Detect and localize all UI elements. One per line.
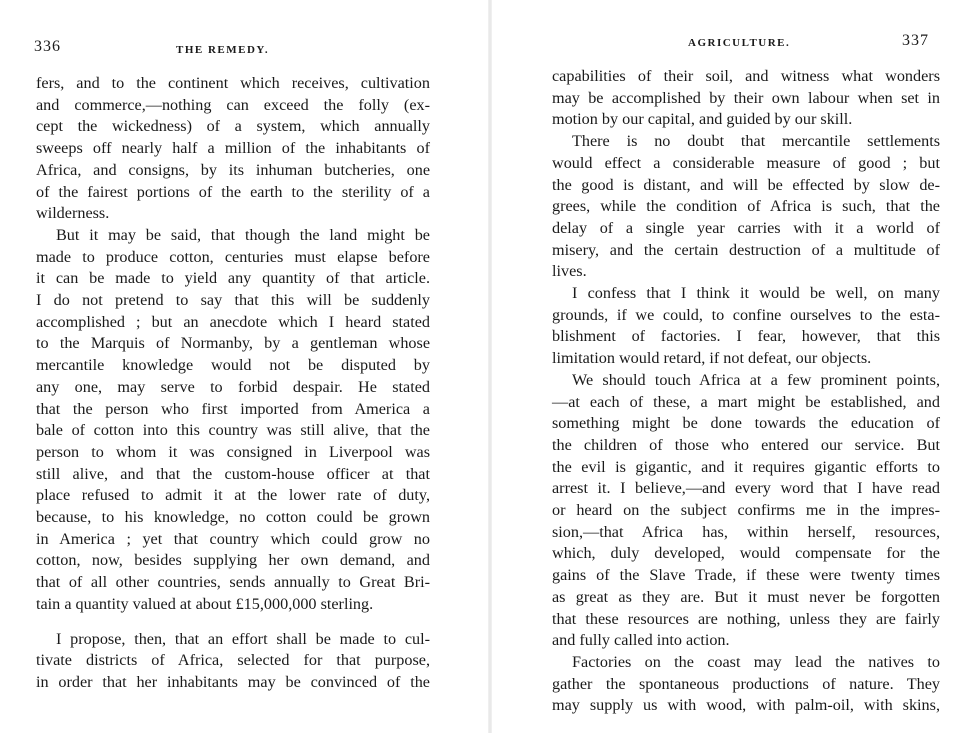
text-line: motion by our capital, and guided by our skill. [552, 110, 853, 129]
text-line: bale of cotton into this country was still alive, that the [36, 421, 430, 440]
text-line: in America ; yet that country which could grow no [36, 529, 430, 548]
right-body-text [552, 66, 940, 717]
text-line: sweeps off nearly half a million of the inhabitants of [36, 139, 430, 158]
text-line: I propose, then, that an effort shall be made to cul- [56, 629, 430, 648]
text-line: tain a quantity valued at about £15,000,000 sterling. [36, 594, 374, 613]
text-line: I do not pretend to say that this will be suddenly [36, 291, 430, 310]
text-line: —at each of these, a mart might be established, and [552, 392, 940, 411]
text-line: capabilities of their soil, and witness what wonders [552, 67, 940, 85]
text-line: because, to his knowledge, no cotton could be grown [36, 508, 430, 527]
text-line: delay of a single year carries with it a world of [552, 218, 940, 237]
text-line: blishment of factories. I fear, however, that this [552, 327, 940, 346]
text-line: and fully called into action. [552, 631, 730, 650]
text-line: cept the wickedness) of a system, which annually [36, 117, 430, 136]
page-number: 337 [902, 32, 929, 49]
text-line: fers, and to the continent which receives, cultivation [36, 74, 430, 92]
text-line: lives. [552, 262, 587, 281]
text-line: mercantile knowledge would not be disputed by [36, 356, 430, 375]
text-line: and commerce,—nothing can exceed the folly (ex- [36, 95, 430, 114]
text-line: misery, and the certain destruction of a multitude of [552, 240, 940, 259]
text-line: that of all other countries, sends annually to Great Bri- [36, 573, 430, 592]
text-line: cotton, now, besides supplying her own demand, and [36, 551, 430, 570]
text-line: the good is distant, and will be effected by slow de- [552, 175, 940, 194]
text-line: person to whom it was consigned in Liverpool was [36, 442, 430, 461]
text-line: any one, may serve to forbid despair. He stated [36, 377, 430, 396]
paragraph [552, 283, 940, 370]
paragraph [552, 131, 940, 283]
text-line: of the fairest portions of the earth to the sterility of a [36, 182, 430, 201]
text-line: Africa, and consigns, by its inhuman butcheries, one [36, 160, 430, 179]
text-line: may be accomplished by their own labour when set in [552, 88, 940, 107]
text-line: limitation would retard, if not defeat, our objects. [552, 349, 872, 368]
text-line: the evil is gigantic, and it requires gigantic efforts to [552, 457, 940, 476]
text-line: accomplished ; but an anecdote which I heard stated [36, 312, 430, 331]
text-line: I confess that I think it would be well, on many [572, 284, 940, 303]
text-line: gather the spontaneous productions of nature. They [552, 674, 940, 693]
text-line: There is no doubt that mercantile settlements [572, 132, 940, 151]
paragraph [36, 73, 430, 225]
text-line: grounds, if we could, to confine ourselves to the esta- [552, 305, 940, 324]
page-number: 336 [34, 38, 61, 55]
text-line: place refused to admit it at the lower rate of duty, [36, 486, 430, 505]
paragraph [36, 225, 430, 616]
paragraph [552, 66, 940, 131]
text-line: that these resources are nothing, unless they are fairly [552, 609, 940, 628]
text-line: it can be made to yield any quantity of that article. [36, 269, 430, 288]
text-line: gains of the Slave Trade, if these were twenty times [552, 566, 940, 585]
text-line: would effect a considerable measure of good ; but [552, 153, 940, 172]
text-line: grees, while the condition of Africa is such, that the [552, 197, 940, 216]
text-line: tivate districts of Africa, selected for that purpose, [36, 651, 430, 670]
text-line: We should touch Africa at a few prominent points, [572, 370, 940, 389]
right-page [490, 0, 980, 733]
text-line: wilderness. [36, 204, 110, 223]
text-line: Factories on the coast may lead the natives to [572, 652, 940, 671]
text-line: sion,—that Africa has, within herself, resources, [552, 522, 940, 541]
running-head: THE REMEDY. [176, 44, 270, 56]
left-body-text [36, 73, 430, 694]
text-line: still alive, and that the custom-house officer at that [36, 464, 430, 483]
text-line: the children of those who entered our service. But [552, 435, 940, 454]
text-line: as great as they are. But it must never be forgotten [552, 587, 940, 606]
text-line: But it may be said, that though the land might be [56, 225, 430, 244]
paragraph [552, 370, 940, 652]
running-head: AGRICULTURE. [688, 37, 791, 49]
text-line: arrest it. I believe,—and every word that I have read [552, 479, 940, 498]
text-line: in order that her inhabitants may be convinced of the [36, 672, 430, 691]
text-line: made to produce cotton, centuries must elapse before [36, 247, 430, 266]
text-line: to the Marquis of Normanby, by a gentleman whose [36, 334, 430, 353]
text-line: or heard on the subject confirms me in the impres- [552, 501, 940, 520]
text-line: something might be done towards the education of [552, 414, 940, 433]
text-line: that the person who first imported from America a [36, 399, 430, 418]
paragraph [36, 629, 430, 694]
text-line: may supply us with wood, with palm-oil, with skins, [552, 696, 940, 715]
text-line: which, duly developed, would compensate for the [552, 544, 940, 563]
paragraph [552, 652, 940, 717]
